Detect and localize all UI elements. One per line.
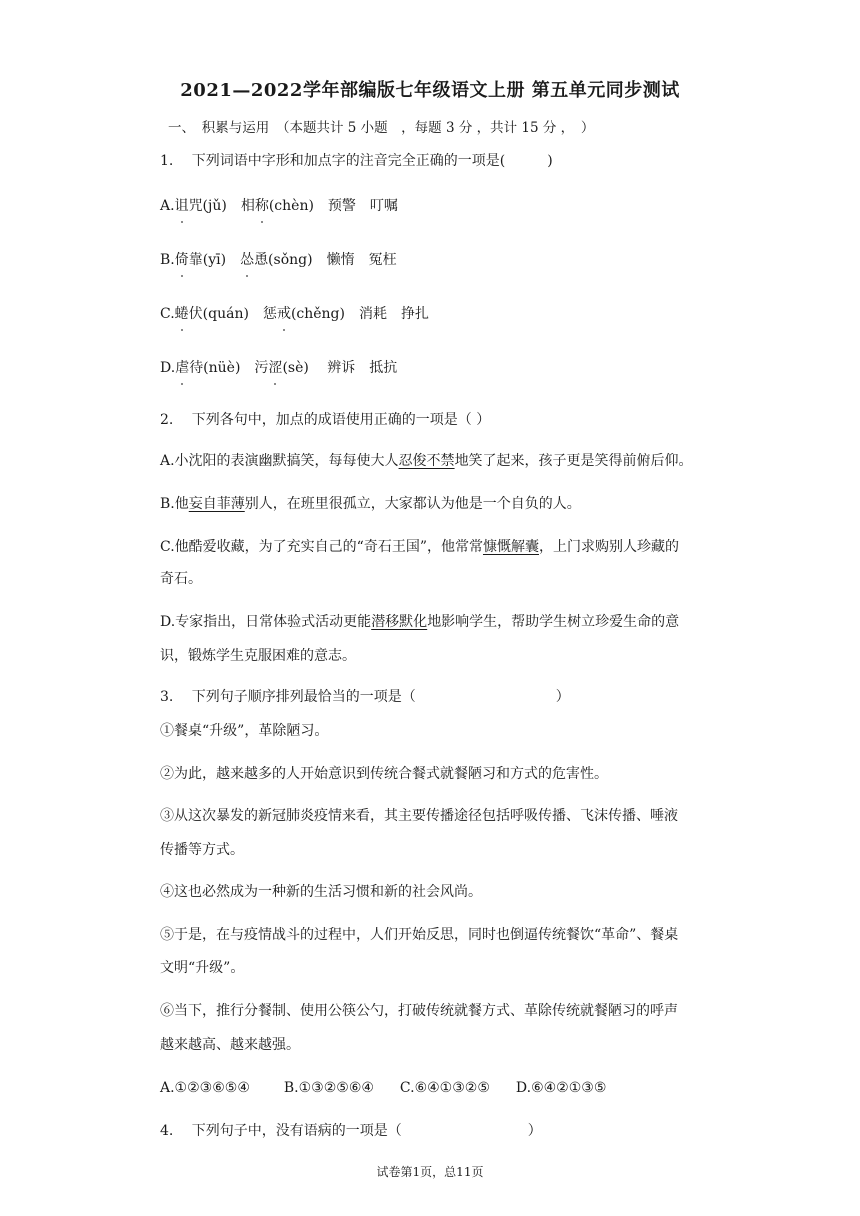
q1-b-dotted-char-2: 怂 bbox=[240, 252, 255, 268]
q2-option-c bbox=[160, 537, 679, 557]
q1-b-label: B. bbox=[160, 252, 175, 268]
q3-option-c: C.⑥④①③②⑤ bbox=[399, 1080, 490, 1096]
q1-b-dotted-char-1: 倚 bbox=[174, 252, 189, 268]
q3-sentence-2: ②为此，越来越多的人开始意识到传统合餐式就餐陋习和方式的危害性。 bbox=[160, 766, 608, 782]
q3-sentence-4: ④这也必然成为一种新的生活习惯和新的社会风尚。 bbox=[160, 884, 482, 900]
q3-sentence-5: ⑤于是，在与疫情战斗的过程中，人们开始反思，同时也倒逼传统餐饮“革命”、餐桌 bbox=[160, 927, 679, 943]
q2-option-b bbox=[160, 494, 581, 514]
q1-c-dotted-char-1: 蜷 bbox=[174, 306, 189, 322]
q2-c-text-2: ，上门求购别人珍藏的 bbox=[538, 539, 679, 555]
q1-c-dotted-char-2: 戒 bbox=[276, 306, 291, 322]
q3-sentence-1: ①餐桌“升级”，革除陋习。 bbox=[160, 723, 329, 739]
page-footer: 试卷第1页，总11页 bbox=[376, 1165, 484, 1179]
question-3-stem: 3. 下列句子顺序排列最恰当的一项是（ ） bbox=[160, 689, 570, 705]
q3-sentence-3-cont: 传播等方式。 bbox=[160, 842, 244, 858]
section-heading: 一、 积累与运用 （本题共计 5 小题 ，每题 3 分 ，共计 15 分 ， ） bbox=[168, 120, 595, 136]
q2-option-d-cont: 识，锻炼学生克服困难的意志。 bbox=[160, 648, 356, 664]
q2-option-d bbox=[160, 612, 679, 632]
page-title: 2021—2022学年部编版七年级语文上册 第五单元同步测试 bbox=[180, 80, 680, 101]
q2-a-idiom: 忍俊不禁 bbox=[398, 453, 455, 469]
q3-option-b: B.①③②⑤⑥④ bbox=[283, 1080, 374, 1096]
q3-sentence-5-cont: 文明“升级”。 bbox=[160, 960, 245, 976]
q1-a-label: A. bbox=[160, 198, 175, 214]
q1-a-dotted-char-1: 诅 bbox=[174, 198, 189, 214]
q3-sentence-3: ③从这次暴发的新冠肺炎疫情来看，其主要传播途径包括呼吸传播、飞沫传播、唾液 bbox=[160, 808, 678, 824]
q2-a-text-1: A.小沈阳的表演幽默搞笑，每每使大人 bbox=[160, 453, 399, 469]
q1-c-text-2: (chěng) 消耗 挣扎 bbox=[290, 306, 429, 322]
q1-b-text-1: 靠(yī) bbox=[188, 252, 241, 268]
q1-d-label: D. bbox=[160, 360, 176, 376]
q1-c-text-1: 伏(quán) 惩 bbox=[188, 306, 277, 322]
q1-option-b bbox=[160, 250, 397, 270]
q3-option-a: A.①②③⑥⑤④ bbox=[160, 1080, 250, 1096]
q1-b-text-2: 恿(sǒng) 懒惰 冤枉 bbox=[254, 252, 397, 268]
q1-option-d bbox=[160, 358, 397, 378]
q3-option-d: D.⑥④②①③⑤ bbox=[515, 1080, 607, 1096]
q1-d-dotted-char-1: 虐 bbox=[175, 360, 190, 376]
question-2-stem: 2. 下列各句中，加点的成语使用正确的一项是（ ） bbox=[160, 412, 491, 428]
q1-a-text-1: 咒(jǔ) 相 bbox=[188, 198, 255, 214]
q1-a-dotted-char-2: 称 bbox=[254, 198, 269, 214]
q1-d-text-1: 待(nüè) 污 bbox=[189, 360, 269, 376]
q2-a-text-2: 地笑了起来，孩子更是笑得前俯后仰。 bbox=[454, 453, 693, 469]
q3-sentence-6-cont: 越来越高、越来越强。 bbox=[160, 1037, 300, 1053]
q3-options bbox=[160, 1078, 606, 1098]
q2-d-idiom: 潜移默化 bbox=[371, 614, 428, 630]
q2-c-idiom: 慷慨解囊 bbox=[482, 539, 539, 555]
q2-option-a bbox=[160, 451, 693, 471]
q2-d-text-2: 地影响学生，帮助学生树立珍爱生命的意 bbox=[427, 614, 680, 630]
q1-d-text-2: (sè) 辨诉 抵抗 bbox=[282, 360, 398, 376]
q3-sentence-6: ⑥当下，推行分餐制、使用公筷公勺，打破传统就餐方式、革除传统就餐陋习的呼声 bbox=[160, 1003, 678, 1019]
q2-option-c-cont: 奇石。 bbox=[160, 571, 202, 587]
question-4-stem: 4. 下列句子中，没有语病的一项是（ ） bbox=[160, 1123, 542, 1139]
question-1-stem: 1. 下列词语中字形和加点字的注音完全正确的一项是( ) bbox=[160, 153, 553, 169]
q1-c-label: C. bbox=[160, 306, 175, 322]
q2-b-text-2: 别人，在班里很孤立，大家都认为他是一个自负的人。 bbox=[244, 496, 581, 512]
q2-b-idiom: 妄自菲薄 bbox=[188, 496, 245, 512]
q1-a-text-2: (chèn) 预警 叮嘱 bbox=[268, 198, 398, 214]
q2-d-text-1: D.专家指出，日常体验式活动更能 bbox=[160, 614, 372, 630]
q2-b-text-1: B.他 bbox=[160, 496, 189, 512]
q2-c-text-1: C.他酷爱收藏，为了充实自己的“奇石王国”，他常常 bbox=[160, 539, 483, 555]
q1-d-dotted-char-2: 涩 bbox=[268, 360, 283, 376]
q1-option-a bbox=[160, 196, 398, 216]
q1-option-c bbox=[160, 304, 429, 324]
